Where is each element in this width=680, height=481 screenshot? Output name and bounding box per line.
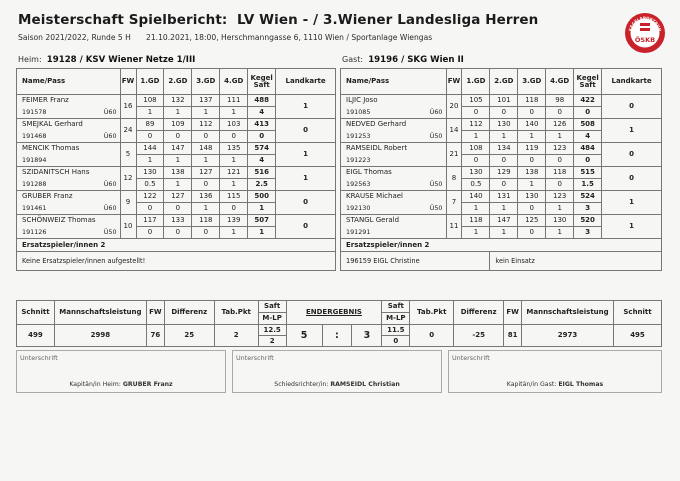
player-row	[341, 215, 662, 227]
title-league: LV Wien - / 3.Wiener Landesliga Herren	[236, 12, 539, 28]
guest-players-table	[340, 68, 662, 271]
player-game-saft: 1	[518, 179, 546, 191]
player-game-saft: 0	[490, 179, 518, 191]
player-game-saft: 0	[518, 155, 546, 167]
player-saft: 1.5	[574, 179, 602, 191]
player-game-score: 112	[462, 119, 490, 131]
player-row	[341, 95, 662, 107]
player-game-saft: 0	[192, 227, 220, 239]
report-subtitle	[18, 33, 432, 42]
player-game-saft: 0	[518, 107, 546, 119]
player-game-score: 130	[462, 167, 490, 179]
svg-text:KEGELSPORTBUND: KEGELSPORTBUN	[627, 15, 663, 32]
player-name: GRUBER Franz	[17, 191, 121, 203]
result-home: 5	[286, 325, 322, 347]
player-total: 520	[574, 215, 602, 227]
player-name: KRAUSE Michael	[341, 191, 447, 203]
col-gd3: 3.GD	[192, 69, 220, 95]
player-game-score: 132	[164, 95, 192, 107]
guest-mlp: 0	[382, 336, 410, 347]
player-fw: 12	[120, 167, 136, 191]
player-row	[17, 167, 336, 179]
guest-tab-pkt: 0	[410, 325, 454, 347]
player-total: 516	[248, 167, 276, 179]
player-pass: Ü60 191468	[17, 131, 121, 143]
player-pass: 191291	[341, 227, 447, 239]
guest-header-row: Name/Pass FW 1.GD 2.GD 3.GD 4.GD Kegel Saft Landkarte	[341, 69, 662, 95]
player-name: STANGL Gerald	[341, 215, 447, 227]
player-row	[17, 119, 336, 131]
player-saft: 1	[248, 203, 276, 215]
player-game-saft: 1	[192, 155, 220, 167]
endergebnis-label: ENDERGEBNIS	[286, 301, 382, 325]
summary-header-row-1: Schnitt Mannschaftsleistung FW Differenz Tab.Pkt Saft ENDERGEBNIS Saft Tab.Pkt Differenz FW Mannschaftsleistung Schnitt	[17, 301, 662, 313]
player-landkarte: 0	[276, 215, 336, 239]
player-total: 413	[248, 119, 276, 131]
player-age-tag: Ü60	[103, 108, 117, 117]
player-landkarte: 1	[276, 167, 336, 191]
player-age-tag: Ü50	[429, 132, 443, 141]
player-game-saft: 1	[164, 155, 192, 167]
player-game-saft: 0	[462, 155, 490, 167]
player-pass: Ü60 191578	[17, 107, 121, 119]
player-age-tag: Ü50	[429, 204, 443, 213]
player-game-saft: 0	[192, 179, 220, 191]
player-pass: Ü50 191126	[17, 227, 121, 239]
player-saft: 2.5	[248, 179, 276, 191]
player-pass: Ü60 191288	[17, 179, 121, 191]
player-pass: Ü50 191253	[341, 131, 447, 143]
player-total: 507	[248, 215, 276, 227]
player-landkarte: 0	[276, 191, 336, 215]
player-game-score: 98	[546, 95, 574, 107]
guest-leistung: 2973	[522, 325, 614, 347]
player-game-score: 127	[192, 167, 220, 179]
player-game-score: 130	[136, 167, 164, 179]
season-round: Saison 2021/2022, Runde 5 H	[18, 33, 131, 42]
player-game-saft: 0	[546, 179, 574, 191]
player-game-saft: 1	[164, 107, 192, 119]
player-saft: 4	[574, 131, 602, 143]
player-game-score: 108	[462, 143, 490, 155]
player-game-score: 138	[164, 167, 192, 179]
home-tab-pkt: 2	[214, 325, 258, 347]
guest-schnitt: 495	[614, 325, 662, 347]
player-game-saft: 0	[462, 107, 490, 119]
player-game-score: 131	[490, 191, 518, 203]
player-game-saft: 0	[220, 131, 248, 143]
player-game-score: 111	[220, 95, 248, 107]
player-game-score: 112	[192, 119, 220, 131]
player-fw: 24	[120, 119, 136, 143]
player-game-score: 147	[490, 215, 518, 227]
home-saft-total: 12.5	[258, 325, 286, 336]
player-game-saft: 1	[220, 179, 248, 191]
player-fw: 21	[446, 143, 462, 167]
home-subs-row: Keine Ersatzspieler/innen aufgestellt!	[17, 252, 336, 271]
player-pass: 191894	[17, 155, 121, 167]
player-game-score: 105	[462, 95, 490, 107]
player-game-saft: 0.5	[136, 179, 164, 191]
player-name: NEDVED Gerhard	[341, 119, 447, 131]
player-total: 515	[574, 167, 602, 179]
player-fw: 8	[446, 167, 462, 191]
player-age-tag: Ü60	[103, 180, 117, 189]
player-row	[341, 167, 662, 179]
player-game-saft: 0.5	[462, 179, 490, 191]
player-game-score: 108	[136, 95, 164, 107]
player-game-saft: 0	[518, 227, 546, 239]
player-name: SMEJKAL Gerhard	[17, 119, 121, 131]
player-game-score: 122	[136, 191, 164, 203]
home-mlp: 2	[258, 336, 286, 347]
home-team-line: Heim: 19128 / KSV Wiener Netze 1/III	[18, 55, 196, 65]
player-name: FEIMER Franz	[17, 95, 121, 107]
player-game-saft: 1	[546, 131, 574, 143]
player-pass: Ü50 192563	[341, 179, 447, 191]
player-game-saft: 0	[136, 131, 164, 143]
player-game-saft: 1	[136, 107, 164, 119]
oeskb-logo-icon	[624, 12, 666, 54]
player-game-score: 144	[136, 143, 164, 155]
player-game-score: 119	[518, 143, 546, 155]
player-saft: 3	[574, 227, 602, 239]
player-row	[17, 143, 336, 155]
player-landkarte: 1	[602, 119, 662, 143]
player-landkarte: 1	[276, 143, 336, 167]
home-subs-header: Ersatzspieler/innen 2	[17, 239, 336, 252]
player-game-saft: 1	[220, 107, 248, 119]
player-game-score: 137	[192, 95, 220, 107]
player-row	[17, 191, 336, 203]
player-game-saft: 1	[136, 155, 164, 167]
player-age-tag: Ü50	[103, 228, 117, 237]
player-game-score: 118	[462, 215, 490, 227]
player-game-score: 139	[220, 215, 248, 227]
player-game-saft: 1	[462, 131, 490, 143]
title-prefix: Meisterschaft Spielbericht:	[18, 12, 228, 28]
home-leistung: 2998	[54, 325, 146, 347]
player-total: 574	[248, 143, 276, 155]
player-game-saft: 0	[490, 107, 518, 119]
player-saft: 0	[574, 107, 602, 119]
home-team-name: 19128 / KSV Wiener Netze 1/III	[46, 55, 196, 65]
player-fw: 16	[120, 95, 136, 119]
player-name: SCHÖNWEIZ Thomas	[17, 215, 121, 227]
signature-home-captain: Unterschrift Kapitän/in Heim: GRUBER Franz	[16, 350, 226, 393]
player-name: EIGL Thomas	[341, 167, 447, 179]
player-fw: 7	[446, 191, 462, 215]
player-row	[341, 143, 662, 155]
home-fw-total: 76	[146, 325, 164, 347]
player-game-saft: 1	[490, 203, 518, 215]
player-name: SZIDANITSCH Hans	[17, 167, 121, 179]
player-game-score: 136	[192, 191, 220, 203]
player-pass: Ü60 191085	[341, 107, 447, 119]
player-game-score: 101	[490, 95, 518, 107]
player-pass: 191223	[341, 155, 447, 167]
player-game-score: 127	[164, 191, 192, 203]
player-row	[341, 191, 662, 203]
player-saft: 0	[248, 131, 276, 143]
player-game-saft: 0	[490, 155, 518, 167]
player-saft: 1	[248, 227, 276, 239]
player-game-saft: 0	[164, 203, 192, 215]
player-saft: 4	[248, 107, 276, 119]
player-age-tag: Ü60	[103, 204, 117, 213]
col-gd1: 1.GD	[136, 69, 164, 95]
col-kegel-saft: Kegel Saft	[248, 69, 276, 95]
player-game-saft: 1	[462, 227, 490, 239]
player-game-score: 148	[192, 143, 220, 155]
player-age-tag: Ü60	[103, 132, 117, 141]
player-game-saft: 1	[518, 131, 546, 143]
player-game-score: 135	[220, 143, 248, 155]
summary-table	[16, 300, 662, 347]
player-game-saft: 0	[192, 131, 220, 143]
player-saft: 3	[574, 203, 602, 215]
player-game-score: 109	[164, 119, 192, 131]
col-landkarte: Landkarte	[276, 69, 336, 95]
player-landkarte: 1	[276, 95, 336, 119]
player-game-score: 130	[518, 191, 546, 203]
guest-sub-name: 196159 EIGL Christine	[341, 252, 490, 271]
player-game-score: 138	[518, 167, 546, 179]
player-landkarte: 0	[602, 143, 662, 167]
guest-saft-total: 11.5	[382, 325, 410, 336]
player-fw: 9	[120, 191, 136, 215]
player-game-score: 117	[136, 215, 164, 227]
col-fw: FW	[120, 69, 136, 95]
player-game-saft: 1	[490, 131, 518, 143]
player-game-score: 133	[164, 215, 192, 227]
player-game-score: 115	[220, 191, 248, 203]
player-game-saft: 1	[220, 155, 248, 167]
player-game-saft: 0	[164, 131, 192, 143]
player-game-saft: 0	[518, 203, 546, 215]
player-game-saft: 0	[136, 227, 164, 239]
player-game-score: 123	[546, 143, 574, 155]
player-total: 484	[574, 143, 602, 155]
player-fw: 10	[120, 215, 136, 239]
player-game-saft: 0	[136, 203, 164, 215]
player-landkarte: 1	[602, 215, 662, 239]
player-fw: 11	[446, 215, 462, 239]
player-landkarte: 1	[602, 191, 662, 215]
player-game-saft: 1	[192, 107, 220, 119]
player-game-score: 140	[462, 191, 490, 203]
guest-team-line: Gast: 19196 / SKG Wien II	[342, 55, 464, 65]
player-game-saft: 1	[546, 227, 574, 239]
home-players-table	[16, 68, 336, 271]
player-game-saft: 1	[546, 203, 574, 215]
player-age-tag: Ü60	[429, 108, 443, 117]
player-pass: Ü50 192130	[341, 203, 447, 215]
home-differenz: 25	[164, 325, 214, 347]
player-game-saft: 1	[490, 227, 518, 239]
player-row	[17, 215, 336, 227]
col-gd4: 4.GD	[220, 69, 248, 95]
player-game-score: 125	[518, 215, 546, 227]
result-guest: 3	[352, 325, 382, 347]
summary-values-row-1: 499 2998 76 25 2 12.5 5 : 3 11.5 0 -25 81 2973 495	[17, 325, 662, 336]
player-game-score: 118	[518, 95, 546, 107]
player-row	[341, 119, 662, 131]
player-name: MENCIK Thomas	[17, 143, 121, 155]
player-total: 422	[574, 95, 602, 107]
match-details: 21.10.2021, 18:00, Herschmanngasse 6, 1110 Wien / Sportanlage Wiengas	[146, 33, 433, 42]
guest-team-name: 19196 / SKG Wien II	[368, 55, 464, 65]
player-game-score: 123	[546, 191, 574, 203]
player-game-saft: 1	[164, 179, 192, 191]
home-schnitt: 499	[17, 325, 55, 347]
player-pass: Ü60 191461	[17, 203, 121, 215]
player-game-saft: 1	[462, 203, 490, 215]
player-game-saft: 1	[192, 203, 220, 215]
player-landkarte: 0	[602, 95, 662, 119]
player-landkarte: 0	[276, 119, 336, 143]
player-game-score: 121	[220, 167, 248, 179]
player-game-score: 126	[546, 119, 574, 131]
player-game-saft: 0	[164, 227, 192, 239]
guest-subs-row	[341, 252, 662, 271]
player-game-saft: 1	[220, 227, 248, 239]
player-game-score: 130	[546, 215, 574, 227]
player-name: ILJIC Joso	[341, 95, 447, 107]
player-game-score: 129	[490, 167, 518, 179]
player-game-score: 118	[546, 167, 574, 179]
guest-fw-total: 81	[504, 325, 522, 347]
player-game-score: 103	[220, 119, 248, 131]
player-fw: 14	[446, 119, 462, 143]
player-game-score: 134	[490, 143, 518, 155]
player-game-score: 147	[164, 143, 192, 155]
player-game-score: 140	[518, 119, 546, 131]
summary-header-row-2: M-LP M-LP	[17, 313, 662, 325]
svg-text:ÖSKB: ÖSKB	[634, 36, 656, 44]
player-saft: 4	[248, 155, 276, 167]
player-total: 508	[574, 119, 602, 131]
player-fw: 5	[120, 143, 136, 167]
signature-guest-captain: Unterschrift Kapitän/in Gast: EIGL Thomas	[448, 350, 662, 393]
player-total: 524	[574, 191, 602, 203]
home-header-row	[17, 69, 336, 95]
player-game-score: 89	[136, 119, 164, 131]
player-row	[17, 95, 336, 107]
col-name-pass: Name/Pass	[17, 69, 121, 95]
player-landkarte: 0	[602, 167, 662, 191]
signature-referee: Unterschrift Schiedsrichter/in: RAMSEIDL Christian	[232, 350, 442, 393]
player-game-saft: 0	[546, 107, 574, 119]
player-game-score: 130	[490, 119, 518, 131]
player-total: 488	[248, 95, 276, 107]
guest-subs-header: Ersatzspieler/innen 2	[341, 239, 662, 252]
report-title	[18, 12, 538, 28]
guest-sub-note: kein Einsatz	[490, 252, 662, 271]
player-game-saft: 0	[220, 203, 248, 215]
player-total: 500	[248, 191, 276, 203]
player-age-tag: Ü50	[429, 180, 443, 189]
col-gd2: 2.GD	[164, 69, 192, 95]
guest-differenz: -25	[454, 325, 504, 347]
player-saft: 0	[574, 155, 602, 167]
player-game-score: 118	[192, 215, 220, 227]
player-name: RAMSEIDL Robert	[341, 143, 447, 155]
player-game-saft: 0	[546, 155, 574, 167]
player-fw: 20	[446, 95, 462, 119]
